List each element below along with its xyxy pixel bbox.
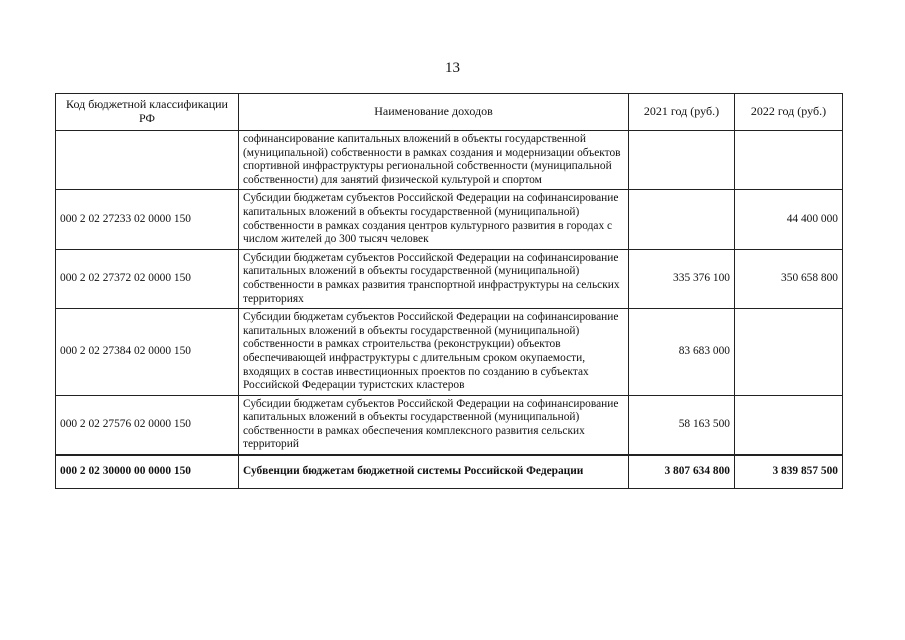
row-code: 000 2 02 27576 02 0000 150 [56,395,239,455]
row-name: Субсидии бюджетам субъектов Российской Федерации на софинансирование капитальных вложений в объекты государственной (муниципальной) собственности в рамках создания центров культурного развития в городах с числом жителей до 300 тысяч человек [239,190,629,249]
header-year-2021: 2021 год (руб.) [629,94,735,131]
header-year-2022: 2022 год (руб.) [735,94,843,131]
row-value-2022: 44 400 000 [735,190,843,249]
row-code: 000 2 02 27233 02 0000 150 [56,190,239,249]
table-header-row [56,94,843,131]
header-code: Код бюджетной классификации РФ [56,94,239,131]
table-row [56,131,843,190]
row-name: Субсидии бюджетам субъектов Российской Федерации на софинансирование капитальных вложений в объекты государственной (муниципальной) собственности в рамках обеспечения комплексного развития сельских территорий [239,395,629,455]
row-value-2022 [735,131,843,190]
row-value-2021 [629,131,735,190]
page-number: 13 [445,60,460,76]
row-code [56,131,239,190]
table-row [56,395,843,455]
row-value-2021: 83 683 000 [629,309,735,396]
table-row [56,249,843,308]
row-name: Субсидии бюджетам субъектов Российской Федерации на софинансирование капитальных вложений в объекты государственной (муниципальной) собственности в рамках строительства (реконструкции) объектов обеспечивающей инфраструктуры с длительным сроком окупаемости, входящих в состав инвестиционных проектов по созданию в субъектах Российской Федерации туристских кластеров [239,309,629,396]
table-row [56,190,843,249]
row-value-2021 [629,190,735,249]
total-value-2021: 3 807 634 800 [629,455,735,489]
row-value-2022 [735,309,843,396]
row-value-2022 [735,395,843,455]
total-code: 000 2 02 30000 00 0000 150 [56,455,239,489]
row-code: 000 2 02 27384 02 0000 150 [56,309,239,396]
revenue-table [55,93,843,489]
total-value-2022: 3 839 857 500 [735,455,843,489]
total-name: Субвенции бюджетам бюджетной системы Российской Федерации [239,455,629,489]
table-row [56,309,843,396]
row-code: 000 2 02 27372 02 0000 150 [56,249,239,308]
row-name: Субсидии бюджетам субъектов Российской Федерации на софинансирование капитальных вложений в объекты государственной (муниципальной) собственности в рамках развития транспортной инфраструктуры на сельских территориях [239,249,629,308]
row-value-2021: 335 376 100 [629,249,735,308]
row-name: софинансирование капитальных вложений в объекты государственной (муниципальной) собственности в рамках создания и модернизации объектов спортивной инфраструктуры региональной собственности (муниципальной собственности) для занятий физической культурой и спортом [239,131,629,190]
total-row [56,455,843,489]
row-value-2022: 350 658 800 [735,249,843,308]
header-name: Наименование доходов [239,94,629,131]
row-value-2021: 58 163 500 [629,395,735,455]
